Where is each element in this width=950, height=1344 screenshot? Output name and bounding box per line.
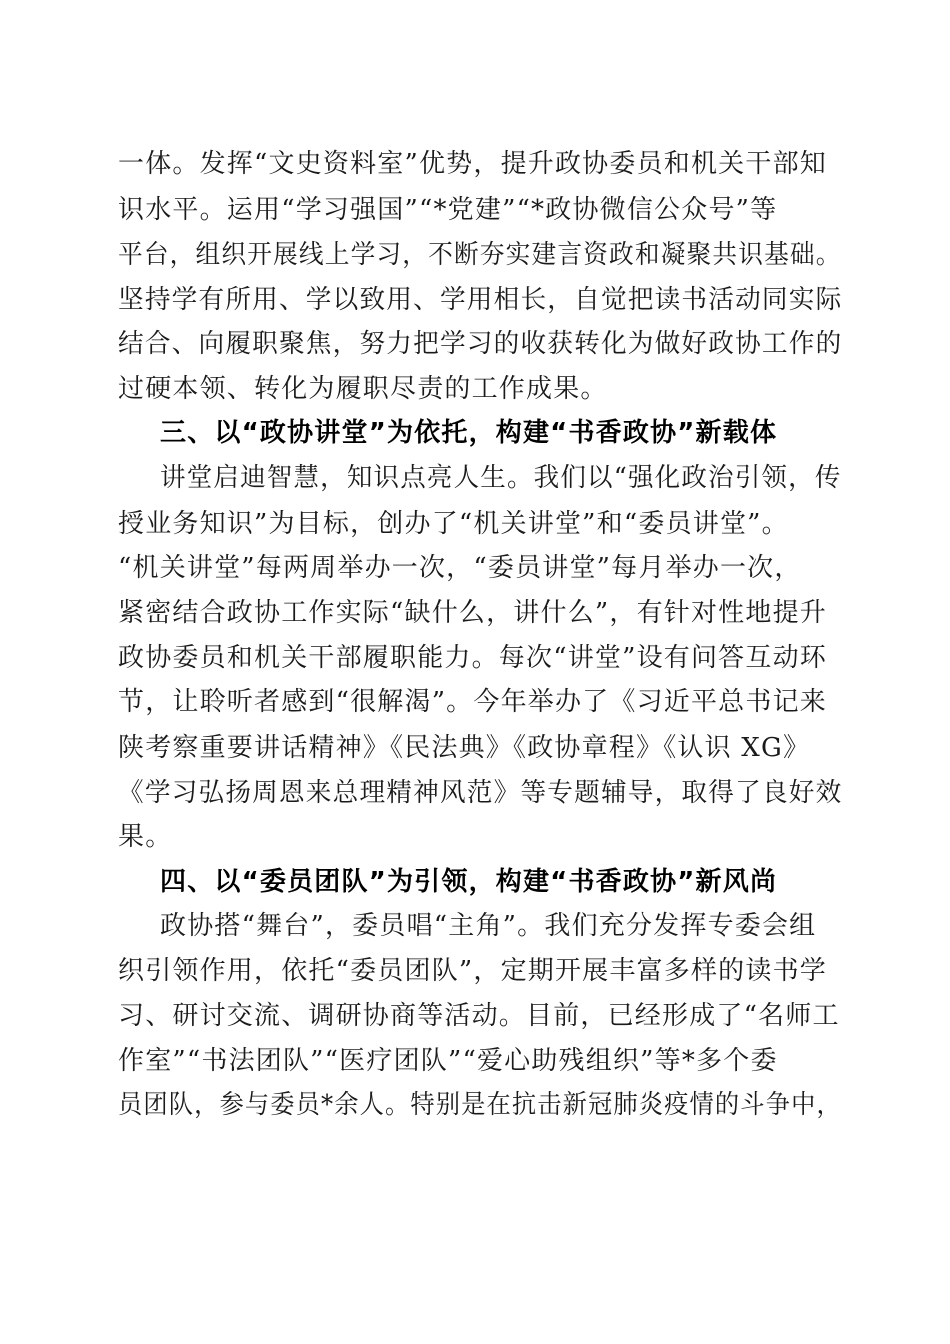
paragraph-line: 平台，组织开展线上学习，不断夯实建言资政和凝聚共识基础。 xyxy=(118,240,842,270)
section-four-heading: 四、以“委员团队”为引领，构建“书香政协”新风尚 xyxy=(160,867,778,897)
section-three-heading: 三、以“政协讲堂”为依托，构建“书香政协”新载体 xyxy=(160,418,778,448)
paragraph-line: 《学习弘扬周恩来总理精神风范》等专题辅导，取得了良好效 xyxy=(118,778,843,808)
paragraph-line: 政协委员和机关干部履职能力。每次“讲堂”设有问答互动环 xyxy=(118,643,827,673)
paragraph-line: 政协搭“舞台”，委员唱“主角”。我们充分发挥专委会组 xyxy=(160,911,817,941)
paragraph-line: 坚持学有所用、学以致用、学用相长，自觉把读书活动同实际 xyxy=(118,285,843,315)
paragraph-line: 员团队，参与委员*余人。特别是在抗击新冠肺炎疫情的斗争中， xyxy=(118,1090,842,1120)
paragraph-line: 习、研讨交流、调研协商等活动。目前，已经形成了“名师工 xyxy=(118,1001,840,1031)
paragraph-line: 结合、向履职聚焦，努力把学习的收获转化为做好政协工作的 xyxy=(118,329,843,359)
paragraph-line: 陕考察重要讲话精神》《民法典》《政协章程》《认识 XG》 xyxy=(118,733,811,763)
paragraph-line: 织引领作用，依托“委员团队”，定期开展丰富多样的读书学 xyxy=(118,956,827,986)
paragraph-line: 识水平。运用“学习强国”“*党建”“*政协微信公众号”等 xyxy=(118,195,778,225)
paragraph-line: 过硬本领、转化为履职尽责的工作成果。 xyxy=(118,374,608,404)
paragraph-line: 作室”“书法团队”“医疗团队”“爱心助残组织”等*多个委 xyxy=(118,1046,778,1076)
paragraph-line: “机关讲堂”每两周举办一次，“委员讲堂”每月举办一次， xyxy=(118,553,802,583)
paragraph-line: 果。 xyxy=(118,822,173,852)
paragraph-line: 一体。发挥“文史资料室”优势，提升政协委员和机关干部知 xyxy=(118,149,827,179)
paragraph-line: 讲堂启迪智慧，知识点亮人生。我们以“强化政治引领，传 xyxy=(160,463,842,493)
paragraph-line: 节，让聆听者感到“很解渴”。今年举办了《习近平总书记来 xyxy=(118,687,827,717)
paragraph-line: 紧密结合政协工作实际“缺什么，讲什么”，有针对性地提升 xyxy=(118,598,827,628)
paragraph-line: 授业务知识”为目标，创办了“机关讲堂”和“委员讲堂”。 xyxy=(118,509,789,539)
